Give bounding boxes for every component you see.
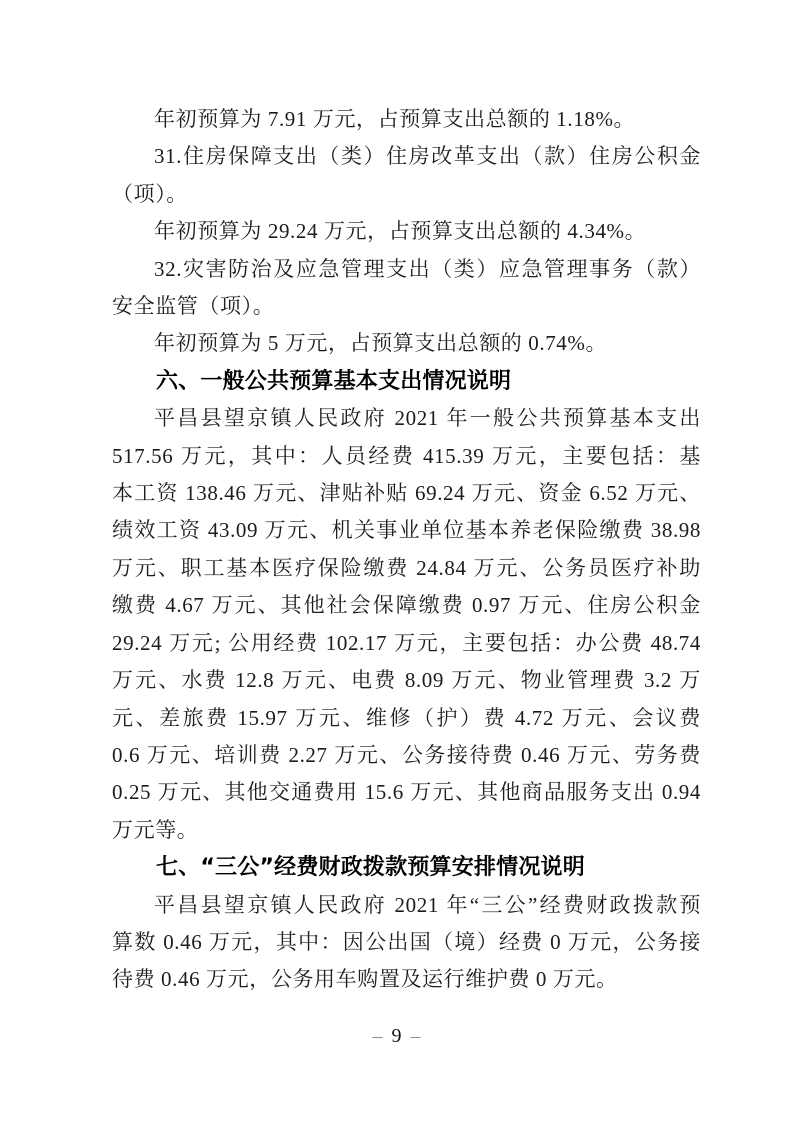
text-line: 万元、水费 12.8 万元、电费 8.09 万元、物业管理费 3.2 万 [112, 668, 701, 693]
text-line: 517.56 万元，其中：人员经费 415.39 万元，主要包括：基 [112, 443, 701, 468]
text-line: 安全监管（项）。 [112, 294, 275, 319]
text-line: 29.24 万元; 公用经费 102.17 万元，主要包括：办公费 48.74 [112, 630, 701, 655]
text-line: 平昌县望京镇人民政府 2021 年一般公共预算基本支出 [154, 406, 701, 431]
text-line: 31.住房保障支出（类）住房改革支出（款）住房公积金 [154, 144, 701, 169]
text-line: 绩效工资 43.09 万元、机关事业单位基本养老保险缴费 38.98 [112, 518, 701, 543]
section-heading [112, 363, 701, 400]
text-line: 年初预算为 29.24 万元，占预算支出总额的 4.34%。 [154, 219, 647, 244]
text-line: 七、“三公”经费财政拨款预算安排情况说明 [156, 855, 585, 881]
paragraph [112, 887, 701, 999]
paragraph [112, 400, 701, 849]
text-line: 本工资 138.46 万元、津贴补贴 69.24 万元、资金 6.52 万元、 [112, 481, 701, 506]
text-line: 平昌县望京镇人民政府 2021 年“三公”经费财政拨款预 [154, 892, 701, 917]
paragraph [112, 138, 701, 213]
text-line: 缴费 4.67 万元、其他社会保障缴费 0.97 万元、住房公积金 [112, 593, 701, 618]
text-line: 年初预算为 7.91 万元，占预算支出总额的 1.18%。 [154, 107, 636, 131]
page-number-dash-left: – [372, 1025, 383, 1047]
text-line: 万元、职工基本医疗保险缴费 24.84 万元、公务员医疗补助 [112, 555, 701, 580]
paragraph [112, 325, 701, 362]
text-line: 0.25 万元、其他交通费用 15.6 万元、其他商品服务支出 0.94 [112, 780, 701, 805]
text-line: 年初预算为 5 万元，占预算支出总额的 0.74%。 [154, 331, 608, 356]
text-line: 万元等。 [112, 817, 199, 842]
text-line: 算数 0.46 万元，其中：因公出国（境）经费 0 万元，公务接 [112, 929, 701, 954]
paragraph [112, 251, 701, 326]
text-line: 32.灾害防治及应急管理支出（类）应急管理事务（款） [154, 256, 701, 281]
section-heading [112, 849, 701, 886]
page-number-dash-right: – [410, 1025, 421, 1047]
text-line: 六、一般公共预算基本支出情况说明 [156, 368, 512, 394]
text-line: 元、差旅费 15.97 万元、维修（护）费 4.72 万元、会议费 [112, 705, 701, 730]
text-line: 待费 0.46 万元，公务用车购置及运行维护费 0 万元。 [112, 967, 618, 992]
text-line: 0.6 万元、培训费 2.27 万元、公务接待费 0.46 万元、劳务费 [112, 742, 701, 767]
paragraph [112, 213, 701, 250]
page-footer [0, 1022, 793, 1050]
text-line: （项）。 [112, 181, 188, 206]
paragraph [112, 101, 701, 138]
document-body [112, 101, 701, 999]
page-number: 9 [391, 1025, 402, 1047]
